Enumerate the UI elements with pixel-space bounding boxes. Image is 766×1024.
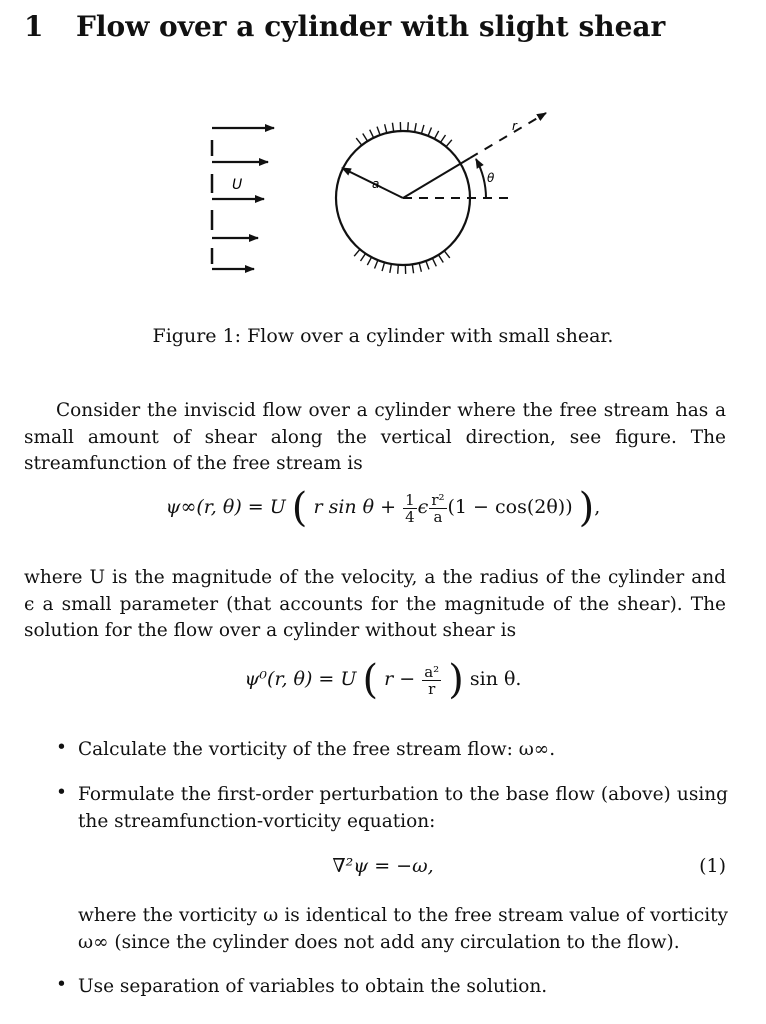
hatch-mark — [382, 262, 384, 271]
label-theta: θ — [487, 171, 495, 185]
eq1-tail: (1 − cos(2θ)) — [447, 496, 573, 518]
hatch-mark — [377, 127, 380, 135]
eq1-frac1-num: 1 — [405, 490, 415, 509]
radial-extension — [470, 113, 546, 158]
label-r: r — [512, 119, 517, 133]
eq2-frac — [422, 664, 441, 697]
hatch-mark — [426, 261, 429, 269]
hatch-mark — [444, 251, 450, 258]
hatch-mark — [408, 122, 409, 131]
radial-line — [403, 158, 470, 198]
eq1-open-paren: ( — [291, 485, 308, 531]
bullet-marker: • — [56, 737, 67, 758]
hatch-mark — [439, 255, 444, 263]
hatch-mark — [419, 263, 421, 272]
equation-poisson — [0, 855, 766, 877]
eq2-lhs: ψ⁰(r, θ) = U — [244, 668, 357, 690]
eq2-frac-num: a² — [424, 662, 440, 681]
eq1-frac2-den: a — [433, 507, 443, 526]
equation-number: (1) — [699, 855, 726, 877]
eq2-close-paren: ) — [448, 657, 464, 703]
label-a: a — [372, 177, 380, 191]
equation-freestream — [0, 485, 766, 531]
label-u: U — [232, 177, 243, 193]
section-number: 1 — [24, 10, 44, 43]
hatch-mark — [440, 135, 445, 142]
section-heading — [24, 10, 665, 43]
equation-base-flow — [0, 657, 766, 703]
bullet-2: Formulate the first-order perturbation to the base flow (above) using the streamfunction-vorticity equation: — [78, 784, 728, 832]
hatch-mark — [428, 128, 431, 136]
freestream-arrows — [212, 128, 274, 269]
hatch-mark — [356, 138, 362, 145]
bullet-1: Calculate the vorticity of the free stream flow: ω∞. — [78, 739, 556, 760]
bullet-marker: • — [56, 782, 67, 803]
hatch-mark — [415, 123, 417, 132]
eq1-frac2 — [429, 492, 446, 525]
hatch-mark — [412, 264, 413, 273]
hatch-mark — [375, 260, 378, 268]
hatch-mark — [390, 264, 392, 273]
section-title: Flow over a cylinder with slight shear — [76, 10, 666, 43]
hatch-mark — [363, 134, 368, 142]
hatch-mark — [361, 254, 366, 261]
eq1-frac1 — [403, 492, 417, 525]
intro-paragraph: Consider the inviscid flow over a cylinder where the free stream has a small amount of shear along the vertical direction, see figure. The streamfunction of the free stream is — [24, 400, 726, 474]
eq2-open-paren: ( — [362, 657, 379, 703]
hatch-mark — [398, 265, 399, 274]
cylinder-figure — [196, 98, 566, 288]
eq1-close-paren: ) — [578, 485, 595, 531]
hatch-mark — [367, 257, 371, 265]
eq1-lhs: ψ∞(r, θ) = U — [165, 496, 286, 518]
eq2-frac-den: r — [428, 679, 436, 698]
bullet-3: Use separation of variables to obtain the solution. — [78, 976, 548, 997]
angle-arc — [476, 159, 486, 198]
eq1-frac2-num: r² — [431, 490, 445, 509]
bullet-marker: • — [56, 974, 67, 995]
hatch-mark — [421, 125, 423, 134]
eq1-eps: ϵ — [417, 496, 429, 518]
figure-caption: Figure 1: Flow over a cylinder with small shear. — [152, 325, 614, 347]
after-equation-text: where the vorticity ω is identical to the free stream value of vorticity ω∞ (since the cylinder does not add any circulation to the flow). — [78, 905, 728, 953]
hatch-mark — [354, 249, 360, 256]
hatch-mark — [432, 258, 436, 266]
eq2-tail: sin θ. — [469, 668, 522, 690]
hatch-mark — [434, 131, 438, 139]
hatch-mark — [446, 140, 452, 147]
eq3-expr: ∇²ψ = −ω, — [332, 855, 434, 877]
hatch-mark — [392, 123, 393, 132]
eq1-trail: , — [594, 496, 601, 518]
hatch-mark — [385, 124, 387, 133]
eq2-inner: r − — [384, 668, 416, 690]
mid-paragraph: where U is the magnitude of the velocity, a the radius of the cylinder and ϵ a small parameter (that accounts for the magnitude of the shear). The solution for the flow over a cylinder without shear is — [24, 567, 726, 641]
eq1-frac1-den: 4 — [405, 507, 415, 526]
hatch-mark — [370, 130, 374, 138]
eq1-term1: r sin θ + — [313, 496, 397, 518]
